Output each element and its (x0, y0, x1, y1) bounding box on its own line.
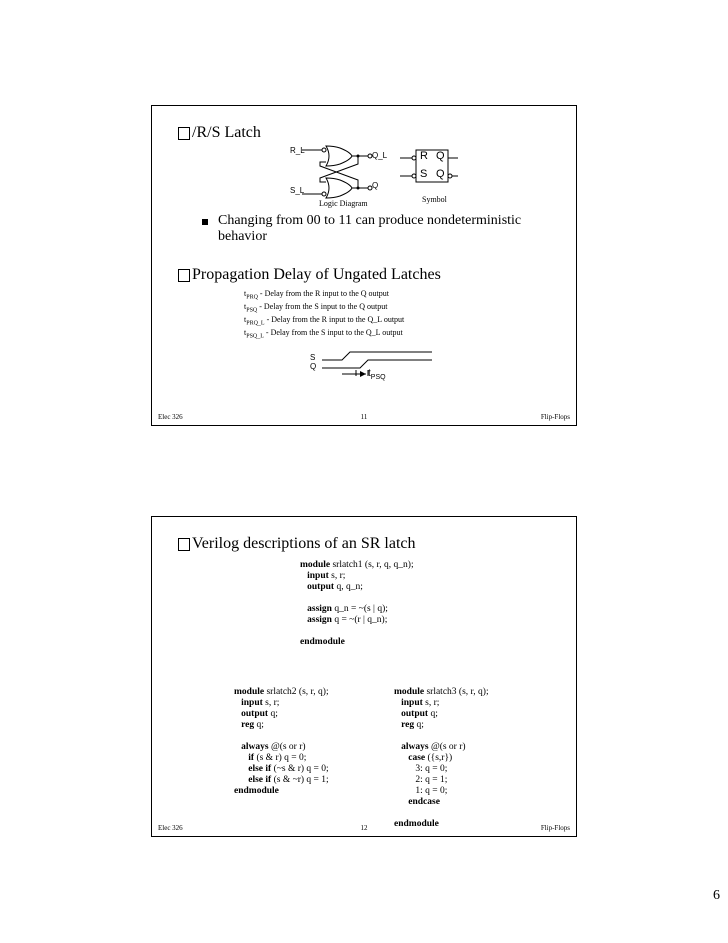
delay-item-psq: $t_{PSQ}$ - Delay from the S input to the Q output (244, 302, 388, 314)
code-line: input s, r; (234, 698, 280, 708)
code-line: if (s & r) q = 0; (234, 753, 307, 763)
code-line (394, 731, 489, 742)
code-line: output q, q_n; (300, 582, 363, 592)
q-output-label: Q (372, 181, 379, 190)
tpsq-label: $t_{PSQ}$ (368, 368, 386, 381)
code-line: endcase (394, 797, 440, 807)
symbol-q-bar: Q (436, 168, 445, 180)
subtitle: Propagation Delay of Ungated Latches (178, 266, 441, 284)
symbol-caption: Symbol (422, 195, 447, 204)
latch-symbol (400, 148, 460, 188)
r-l-label: R_L (290, 146, 305, 155)
code-line: module srlatch3 (s, r, q); (394, 687, 489, 697)
code-line (300, 626, 414, 637)
code-line: always @(s or r) (394, 742, 466, 752)
footer-slide-number: 11 (360, 413, 368, 421)
code-line: else if (s & ~r) q = 1; (234, 775, 329, 785)
code-line: reg q; (234, 720, 264, 730)
code-line: module srlatch2 (s, r, q); (234, 687, 329, 697)
footer-course: Elec 326 (158, 413, 183, 421)
delay-item-psq-l: $t_{PSQ\_L}$ - Delay from the S input to the Q_L output (244, 328, 403, 340)
slide-12 (151, 516, 577, 837)
code-line: else if (~s & r) q = 0; (234, 764, 329, 774)
footer-topic: Flip-Flops (540, 413, 570, 421)
checkbox-bullet-icon (178, 127, 190, 140)
delay-item-prq: $t_{PRQ}$ - Delay from the R input to the Q output (244, 289, 389, 301)
bullet-item: Changing from 00 to 11 can produce nondeterministic behavior (202, 213, 538, 245)
code-block-srlatch3 (394, 687, 489, 830)
timing-s-label: S (310, 353, 316, 362)
timing-q-label: Q (310, 362, 317, 371)
footer-course: Elec 326 (158, 824, 183, 832)
symbol-r: R (420, 150, 428, 162)
delay-item-prq-l: $t_{PRQ\_L}$ - Delay from the R input to the Q_L output (244, 315, 405, 327)
code-line (300, 593, 414, 604)
code-line: input s, r; (394, 698, 440, 708)
code-line: endmodule (394, 819, 439, 829)
code-line: endmodule (300, 637, 345, 647)
code-line (234, 731, 329, 742)
code-line: output q; (394, 709, 438, 719)
code-line: assign q = ~(r | q_n); (300, 615, 388, 625)
code-line: case ({s,r}) (394, 753, 453, 763)
code-line: module srlatch1 (s, r, q, q_n); (300, 560, 414, 570)
footer-slide-number: 12 (360, 824, 368, 832)
s-l-label: S_L (290, 186, 305, 195)
code-block-srlatch2 (234, 687, 329, 797)
code-block-srlatch1 (300, 560, 414, 648)
ql-output-label: Q_L (372, 151, 388, 160)
square-bullet-icon (202, 219, 208, 225)
slide-title: Verilog descriptions of an SR latch (178, 535, 416, 553)
slide-11 (151, 105, 577, 426)
code-line: always @(s or r) (234, 742, 306, 752)
code-line: assign q_n = ~(s | q); (300, 604, 388, 614)
code-line (394, 808, 489, 819)
code-line: 1: q = 0; (394, 786, 448, 796)
page-number: 6 (713, 888, 720, 903)
footer-topic: Flip-Flops (540, 824, 570, 832)
checkbox-bullet-icon (178, 269, 190, 282)
checkbox-bullet-icon (178, 538, 190, 551)
code-line: output q; (234, 709, 278, 719)
code-line: endmodule (234, 786, 279, 796)
code-line: 3: q = 0; (394, 764, 448, 774)
slide-title: /R/S Latch (178, 124, 261, 142)
symbol-q: Q (436, 150, 445, 162)
code-line: input s, r; (300, 571, 346, 581)
code-line: 2: q = 1; (394, 775, 448, 785)
symbol-s: S (420, 168, 428, 180)
code-line: reg q; (394, 720, 424, 730)
logic-diagram-caption: Logic Diagram (319, 199, 368, 208)
